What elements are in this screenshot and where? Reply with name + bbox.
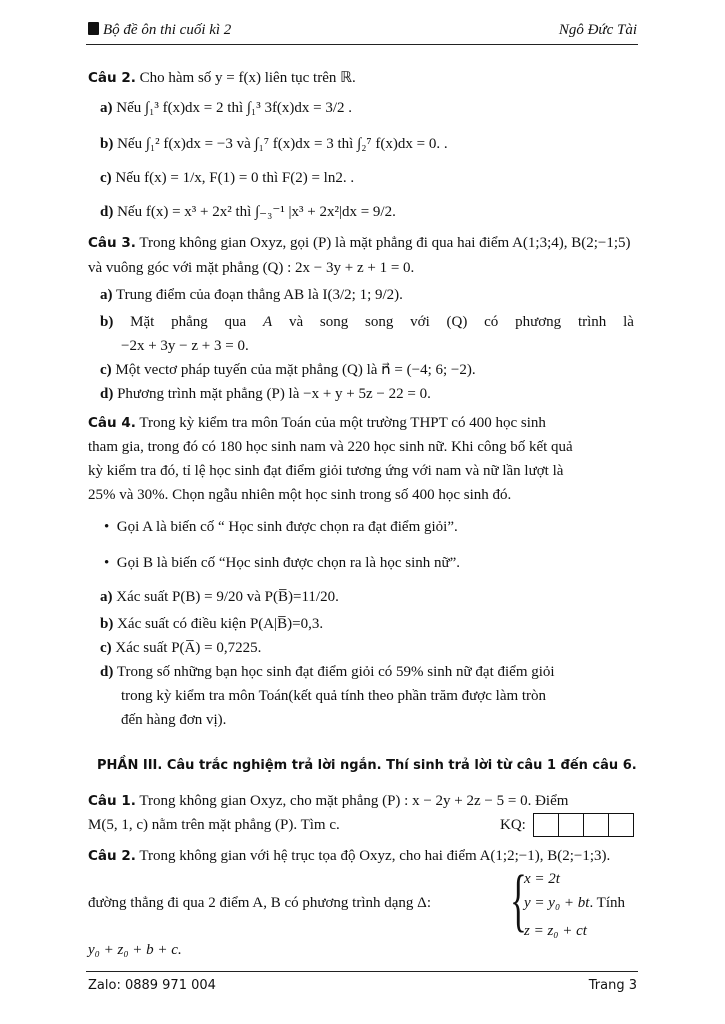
- text: Nếu f(x) = x³ + 2x² thì ∫₋₃⁻¹ |x³ + 2x²|dx = 9/2.: [117, 204, 396, 220]
- w: song: [319, 314, 349, 330]
- q4-d-3: đến hàng đơn vị).: [121, 712, 227, 728]
- w: qua: [224, 314, 247, 330]
- q4-bullet-1: • Gọi A là biến cố “ Học sinh được chọn ra đạt điểm giỏi”.: [104, 519, 458, 535]
- text: Một vectơ pháp tuyến của mặt phẳng (Q) là n⃗ = (−4; 6; −2).: [115, 362, 476, 378]
- label: d): [100, 204, 114, 220]
- q3-b-eq: −2x + 3y − z + 3 = 0.: [121, 338, 249, 354]
- text: Trong không gian Oxyz, gọi (P) là mặt phẳng đi qua hai điểm A(1;3;4), B(2;−1;5): [139, 235, 631, 251]
- q4-line-4: 25% và 30%. Chọn ngẫu nhiên một học sinh trong số 400 học sinh đó.: [88, 487, 512, 503]
- footer-rule: [86, 971, 638, 972]
- q3-a: [100, 285, 403, 305]
- header-left: Bộ đề ôn thi cuối kì 2: [103, 22, 232, 38]
- q3-stem: [88, 233, 631, 253]
- q3-d: [100, 384, 431, 404]
- q2-b: [100, 134, 448, 154]
- system-eq-1: x = 2t: [524, 871, 560, 887]
- text: Nếu ∫₁³ f(x)dx = 2 thì ∫₁³ 3f(x)dx = 3/2 .: [116, 100, 353, 116]
- w: (Q): [446, 314, 468, 330]
- answer-box[interactable]: [558, 813, 584, 837]
- part3-title: PHẦN III. Câu trắc nghiệm trả lời ngắn. Thí sinh trả lời từ câu 1 đến câu 6.: [97, 758, 637, 773]
- system-eq-3: z = z₀ + ct: [524, 923, 587, 939]
- label: c): [100, 362, 112, 378]
- text: Nếu f(x) = 1/x, F(1) = 0 thì F(2) = ln2. .: [115, 170, 355, 186]
- q2-d: [100, 202, 396, 222]
- header-author: Ngô Đức Tài: [558, 22, 637, 38]
- footer-zalo: Zalo: 0889 971 004: [88, 978, 216, 993]
- q4-bullet-2: • Gọi B là biến cố “Học sinh được chọn ra là học sinh nữ”.: [104, 555, 461, 571]
- answer-box[interactable]: [583, 813, 609, 837]
- q4-c: [100, 638, 261, 658]
- p3q2-line-1: [88, 846, 610, 866]
- text: Trong không gian Oxyz, cho mặt phẳng (P) : x − 2y + 2z − 5 = 0. Điểm: [139, 793, 569, 809]
- q4-b: [100, 614, 323, 634]
- label: d): [100, 386, 114, 402]
- label: a): [100, 287, 113, 303]
- header-rule: [86, 44, 638, 45]
- eq: y = y₀ + bt: [524, 895, 590, 911]
- tail: . Tính: [589, 895, 626, 911]
- q3-stem2: và vuông góc với mặt phẳng (Q) : 2x − 3y + z + 1 = 0.: [88, 260, 415, 276]
- p3q2-line-2: đường thẳng đi qua 2 điểm A, B có phương trình dạng Δ:: [88, 895, 431, 911]
- q4-label: Câu 4.: [88, 415, 136, 431]
- text: Trung điểm của đoạn thẳng AB là I(3/2; 1; 9/2).: [115, 287, 403, 303]
- p3q2-line-3: y₀ + z₀ + b + c.: [88, 942, 182, 958]
- label: Câu 1.: [88, 793, 136, 809]
- w: với: [410, 314, 430, 330]
- q4-line-2: tham gia, trong đó có 180 học sinh nam và 220 học sinh nữ. Khi công bố kết quả: [88, 439, 573, 455]
- q4-line-1: [88, 413, 546, 433]
- q3-b: [100, 312, 634, 332]
- q2-a: [100, 98, 352, 118]
- answer-box[interactable]: [533, 813, 559, 837]
- w: phương: [515, 314, 562, 330]
- w: và: [288, 314, 304, 330]
- w: trình: [577, 314, 607, 330]
- q4-d-2: trong kỳ kiểm tra môn Toán(kết quả tính theo phần trăm được làm tròn: [121, 688, 547, 704]
- text: Xác suất P(A̅) = 0,7225.: [115, 640, 262, 656]
- kq-label: KQ:: [500, 817, 526, 833]
- q2-text: Cho hàm số y = f(x) liên tục trên ℝ.: [139, 70, 356, 86]
- text: Gọi A là biến cố “ Học sinh được chọn ra đạt điểm giỏi”.: [116, 519, 458, 535]
- q2-label: Câu 2.: [88, 70, 136, 86]
- book-icon: [88, 22, 99, 35]
- text: Xác suất P(B) = 9/20 và P(B̅)=11/20.: [116, 589, 339, 605]
- q3-c: [100, 360, 476, 380]
- w: là: [623, 314, 634, 330]
- label: c): [100, 640, 112, 656]
- p3q1-line-1: [88, 791, 568, 811]
- system-eq-2: [524, 893, 625, 913]
- w: phẳng: [171, 314, 208, 330]
- header-title: [88, 22, 231, 39]
- text: Phương trình mặt phẳng (P) là −x + y + 5z − 22 = 0.: [117, 386, 431, 402]
- text: Gọi B là biến cố “Học sinh được chọn ra là học sinh nữ”.: [116, 555, 461, 571]
- w: song: [365, 314, 394, 330]
- q4-d: [100, 662, 555, 682]
- label: a): [100, 589, 113, 605]
- q2-c: [100, 168, 354, 188]
- w: A: [262, 314, 273, 330]
- text: Trong số những bạn học sinh đạt điểm giỏi có 59% sinh nữ đạt điểm giỏi: [116, 664, 555, 680]
- text: Trong kỳ kiểm tra môn Toán của một trường THPT có 400 học sinh: [139, 415, 546, 431]
- label: b): [100, 616, 114, 632]
- label: a): [100, 100, 113, 116]
- answer-boxes[interactable]: [534, 813, 634, 837]
- text: Xác suất có điều kiện P(A|B̅)=0,3.: [117, 616, 324, 632]
- w: có: [484, 314, 499, 330]
- q3-label: Câu 3.: [88, 235, 136, 251]
- label: d): [100, 664, 114, 680]
- label: c): [100, 170, 112, 186]
- label: Câu 2.: [88, 848, 136, 864]
- footer-page: Trang 3: [588, 978, 637, 993]
- label: b): [100, 136, 114, 152]
- w: Mặt: [130, 314, 155, 330]
- label: b): [100, 314, 114, 330]
- p3q1-line-2: M(5, 1, c) nằm trên mặt phẳng (P). Tìm c.: [88, 817, 340, 833]
- answer-box[interactable]: [608, 813, 634, 837]
- q4-a: [100, 587, 339, 607]
- text: Trong không gian với hệ trục tọa độ Oxyz, cho hai điểm A(1;2;−1), B(2;−1;3).: [139, 848, 611, 864]
- q4-line-3: kỳ kiểm tra đó, tỉ lệ học sinh đạt điểm giỏi tương ứng với nam và nữ lần lượt là: [88, 463, 564, 479]
- text: Nếu ∫₁² f(x)dx = −3 và ∫₁⁷ f(x)dx = 3 thì ∫₂⁷ f(x)dx = 0. .: [117, 136, 448, 152]
- brace: {: [510, 862, 527, 939]
- q2-stem: [88, 68, 356, 88]
